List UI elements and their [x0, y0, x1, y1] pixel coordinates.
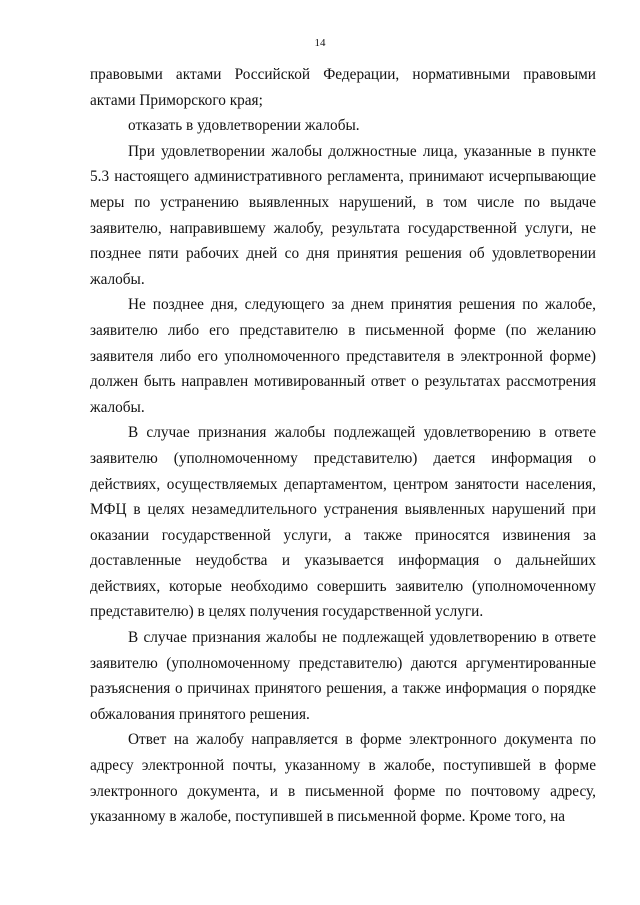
paragraph-response-delivery: Ответ на жалобу направляется в форме электронного документа по адресу электронной почты, указанному в жалобе, поступившей в форме электронного документа, и в письменной форме по почтовому адресу, указанному в жалобе, поступившей в письменной форме. Кроме того, на: [90, 731, 596, 826]
paragraph-legal-acts: правовыми актами Российской Федерации, нормативными правовыми актами Приморского края;: [90, 66, 596, 109]
paragraph-satisfaction-measures: При удовлетворении жалобы должностные лица, указанные в пункте 5.3 настоящего административного регламента, принимают исчерпывающие меры по устранению выявленных нарушений, в том числе по выдаче заявителю, направившему жалобу, результата государственной услуги, не позднее пяти рабочих дней со дня принятия решения об удовлетворении жалобы.: [90, 142, 596, 288]
paragraph-reasoned-response: Не позднее дня, следующего за днем принятия решения по жалобе, заявителю либо его представителю в письменной форме (по желанию заявителя либо его уполномоченного представителя в электронной форме) должен быть направлен мотивированный ответ о результатах рассмотрения жалобы.: [90, 296, 596, 416]
paragraph-complaint-rejected: В случае признания жалобы не подлежащей удовлетворению в ответе заявителю (уполномоченному представителю) даются аргументированные разъяснения о причинах принятого решения, а также информация о порядке обжалования принятого решения.: [90, 629, 596, 723]
document-body: [90, 62, 596, 830]
paragraph-refuse-complaint: отказать в удовлетворении жалобы.: [128, 117, 360, 135]
paragraph-complaint-upheld: В случае признания жалобы подлежащей удовлетворению в ответе заявителю (уполномоченному представителю) дается информация о действиях, осуществляемых департаментом, центром занятости населения, МФЦ в целях незамедлительного устранения выявленных нарушений при оказании государственной услуги, а также приносятся извинения за доставленные неудобства и указывается информация о дальнейших действиях, которые необходимо совершить заявителю (уполномоченному представителю) в целях получения государственной услуги.: [90, 424, 596, 621]
page-number: 14: [314, 37, 326, 49]
